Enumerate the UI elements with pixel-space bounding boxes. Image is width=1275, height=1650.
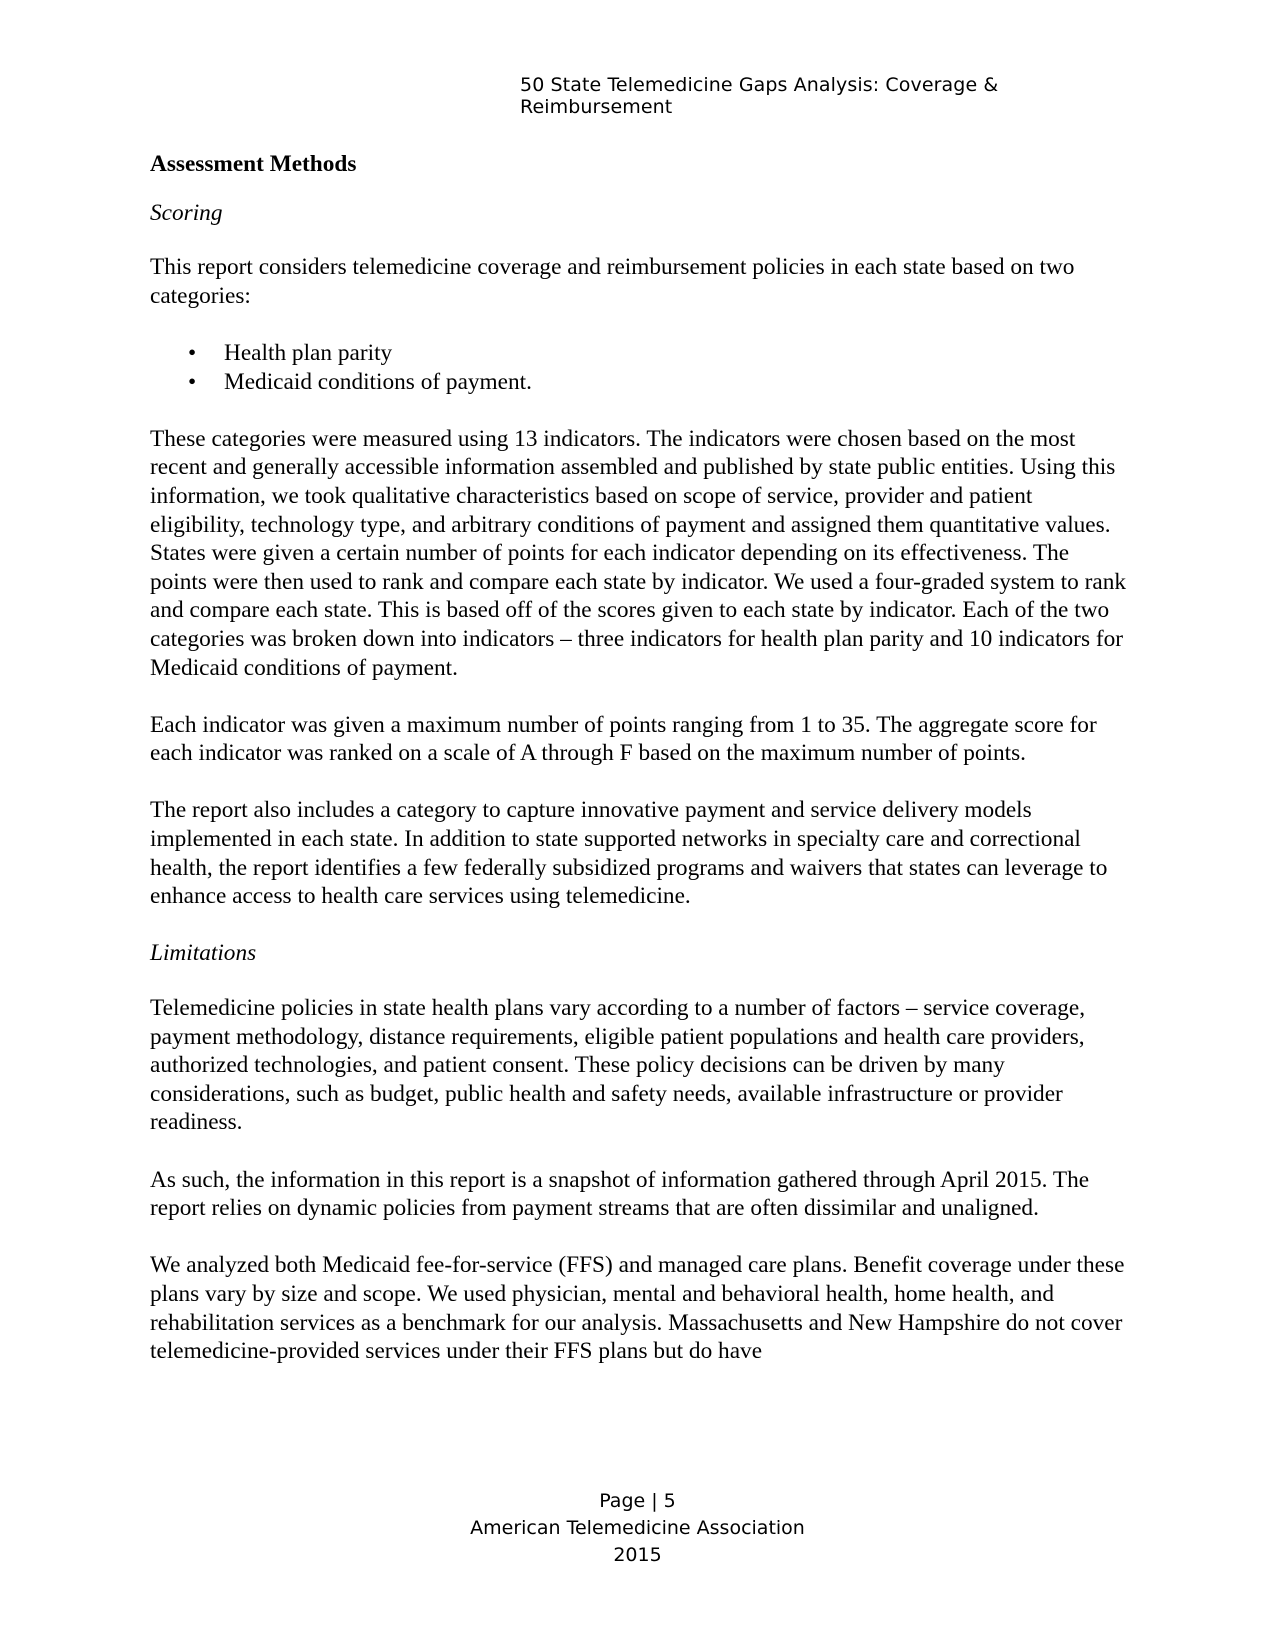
list-item xyxy=(150,368,1130,397)
scoring-paragraph: Each indicator was given a maximum number of points ranging from 1 to 35. The aggregate score for each indicator was ranked on a scale of A through F based on the maximum number of points. xyxy=(150,711,1097,767)
page-footer xyxy=(0,1488,1275,1569)
scoring-intro-paragraph: This report considers telemedicine coverage and reimbursement policies in each state based on two categories: xyxy=(150,254,1075,309)
scoring-paragraph: These categories were measured using 13 indicators. The indicators were chosen based on the most recent and generally accessible information assembled and published by state public entities. Using this information, we took qualitative characteristics based on scope of service, provider and patient eligibility, technology type, and arbitrary conditions of payment and assigned them quantitative values. States were given a certain number of points for each indicator depending on its effectiveness. The points were then used to rank and compare each state by indicator. We used a four-graded system to rank and compare each state. This is based off of the scores given to each state by indicator. Each of the two categories was broken down into indicators – three indicators for health plan parity and 10 indicators for Medicaid conditions of payment. xyxy=(150,425,1127,681)
subsection-title-scoring: Scoring xyxy=(150,199,223,226)
limitations-paragraph: Telemedicine policies in state health plans vary according to a number of factors – service coverage, payment methodology, distance requirements, eligible patient populations and health care providers, authorized technologies, and patient consent. These policy decisions can be driven by many considerations, such as budget, public health and safety needs, available infrastructure or provider readiness. xyxy=(150,995,1086,1136)
bullet-icon: • xyxy=(188,339,197,366)
bullet-icon: • xyxy=(188,368,197,395)
category-list xyxy=(150,339,1130,396)
list-item xyxy=(150,339,1130,368)
page-content xyxy=(150,150,1130,1394)
footer-year: 2015 xyxy=(613,1544,662,1566)
page-number: Page | 5 xyxy=(599,1490,676,1512)
footer-organization: American Telemedicine Association xyxy=(470,1517,805,1539)
limitations-paragraph: We analyzed both Medicaid fee-for-service (FFS) and managed care plans. Benefit coverage under these plans vary by size and scope. We used physician, mental and behavioral health, home health, and rehabilitation services as a benchmark for our analysis. Massachusetts and New Hampshire do not cover telemedicine-provided services under their FFS plans but do have xyxy=(150,1252,1125,1365)
limitations-paragraph: As such, the information in this report is a snapshot of information gathered through April 2015. The report relies on dynamic policies from payment streams that are often dissimilar and unaligned. xyxy=(150,1166,1090,1222)
running-header: 50 State Telemedicine Gaps Analysis: Coverage & Reimbursement xyxy=(520,74,999,118)
section-title: Assessment Methods xyxy=(150,151,357,177)
list-item-text: Health plan parity xyxy=(224,339,393,366)
scoring-paragraph: The report also includes a category to capture innovative payment and service delivery models implemented in each state. In addition to state supported networks in specialty care and correctional health, the report identifies a few federally subsidized programs and waivers that states can leverage to enhance access to health care services using telemedicine. xyxy=(150,797,1108,910)
subsection-title-limitations: Limitations xyxy=(150,940,257,967)
list-item-text: Medicaid conditions of payment. xyxy=(224,368,532,395)
